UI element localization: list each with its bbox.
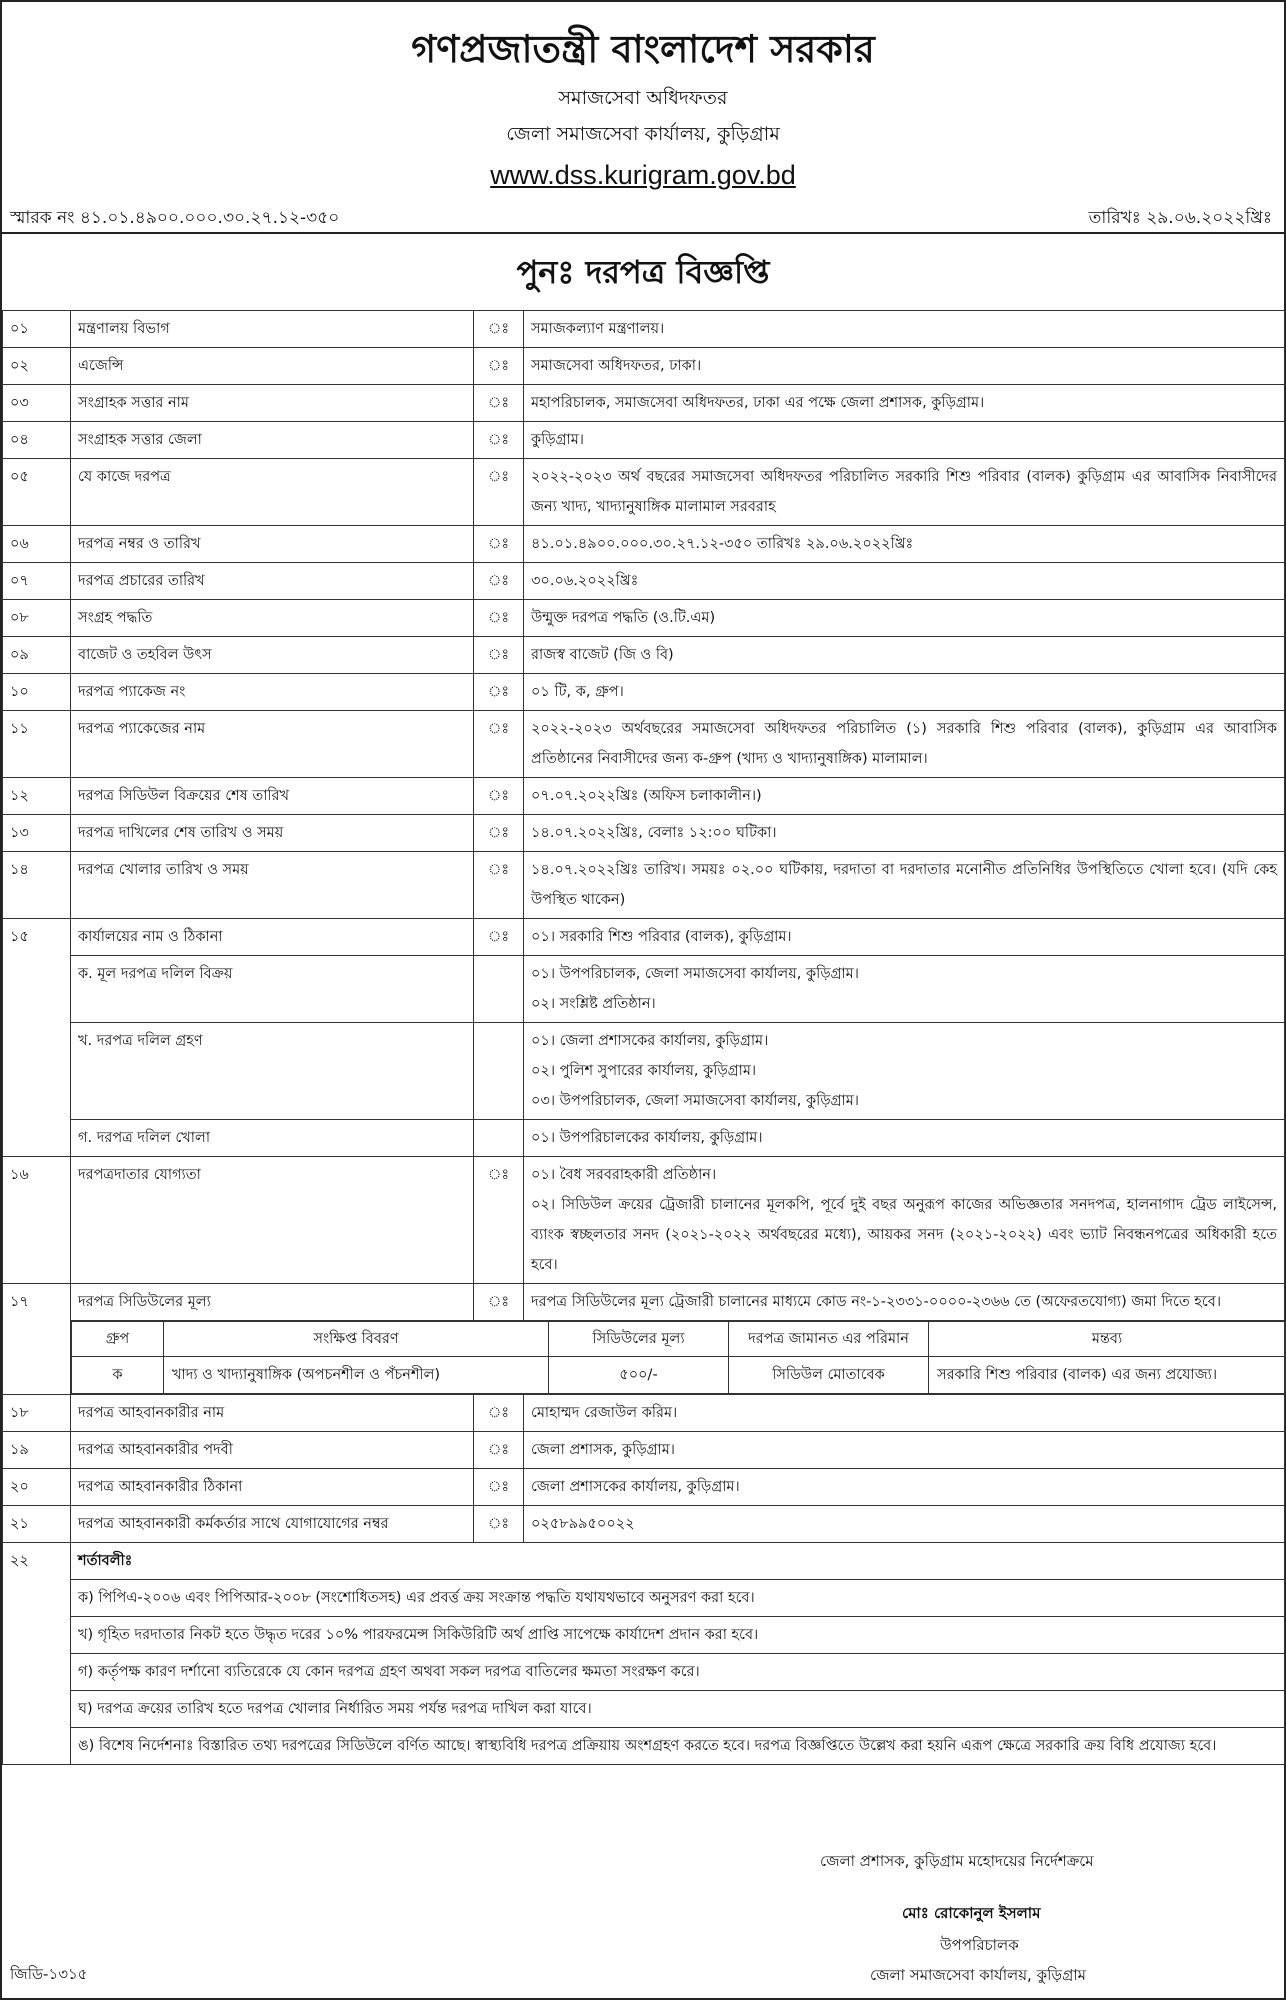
row-value: ০৭.০৭.২০২২খ্রিঃ (অফিস চলাকালীন।) <box>524 778 1285 815</box>
terms-row <box>3 1728 1285 1765</box>
row-value: সমাজকল্যাণ মন্ত্রণালয়। <box>524 311 1285 348</box>
term-item: ঘ) দরপত্র ক্রয়ের তারিখ হতে দরপত্র খোলার নির্ধারিত সময় পর্যন্ত দরপত্র দাখিল করা যাবে। <box>71 1691 1285 1728</box>
row-label: মন্ত্রণালয় বিভাগ <box>71 311 474 348</box>
row-number: ১৬ <box>3 1157 71 1284</box>
row-label: দরপত্র প্যাকেজ নং <box>71 674 474 711</box>
qualification-line: ০১। বৈধ সরবরাহকারী প্রতিষ্ঠান। <box>531 1167 717 1183</box>
row-label: কার্যালয়ের নাম ও ঠিকানা <box>71 919 474 956</box>
gd-number: জিডি-১৩১৫ <box>10 1965 88 1983</box>
term-item: ঙ) বিশেষ নির্দেশনাঃ বিস্তারিত তথ্য দরপত্রের সিডিউলে বর্ণিত আছে। স্বাস্থ্যবিধি দরপত্র প্রক্রিয়ায় অংশগ্রহণ করতে হবে। দরপত্র বিজ্ঞপ্তিতে উল্লেখ করা হয়নি এরূপ ক্ষেত্রে সরকারি ক্রয় বিধি প্রযোজ্য হবে। <box>71 1728 1285 1765</box>
table-row <box>3 711 1285 778</box>
row-label: দরপত্র আহবানকারীর নাম <box>71 1395 474 1432</box>
row-value: মহাপরিচালক, সমাজসেবা অধিদফতর, ঢাকা এর পক্ষে জেলা প্রশাসক, কুড়িগ্রাম। <box>524 385 1285 422</box>
schedule-cell: সিডিউল মোতাবেক <box>729 1357 929 1394</box>
row-number: ২১ <box>3 1506 71 1543</box>
term-item: খ) গৃহিত দরদাতার নিকট হতে উদ্ধৃত দরের ১০% পারফরমেন্স সিকিউরিটি অর্থ প্রাপ্তি সাপেক্ষে কার্যাদেশ প্রদান করা হবে। <box>71 1617 1285 1654</box>
schedule-cell: সরকারি শিশু পরিবার (বালক) এর জন্য প্রযোজ্য। <box>929 1357 1286 1394</box>
row-colon: ঃ <box>474 815 524 852</box>
row-label: দরপত্র সিডিউল বিক্রয়ের শেষ তারিখ <box>71 778 474 815</box>
divider <box>2 232 1284 234</box>
row-number: ০৭ <box>3 563 71 600</box>
subrow-line: ০১। জেলা প্রশাসকের কার্যালয়, কুড়িগ্রাম। <box>531 1033 769 1049</box>
government-title: গণপ্রজাতন্ত্রী বাংলাদেশ সরকার <box>411 27 875 71</box>
qualification-line: ০২। সিডিউল ক্রয়ের ট্রেজারী চালানের মূলকপি, পূর্বে দুই বছর অনুরূপ কাজের অভিজ্ঞতার সনদপত্র, হালনাগাদ ট্রেড লাইসেন্স, ব্যাংক স্বচ্ছলতার সনদ (২০২১-২০২২ অর্থবছরের মধ্যে), আয়কর সনদ (২০২১-২০২২) এবং ভ্যাট নিবন্ধনপত্রের অধিকারী হতে হবে। <box>531 1197 1277 1273</box>
website-text[interactable]: www.dss.kurigram.gov.bd <box>490 160 796 190</box>
table-row <box>3 1284 1285 1321</box>
table-row <box>3 1157 1285 1284</box>
memo-date: তারিখঃ ২৯.০৬.২০২২খ্রিঃ <box>1088 208 1272 228</box>
row-value: ১৪.০৭.২০২২খ্রিঃ তারিখ। সময়ঃ ০২.০০ ঘটিকায়, দরদাতা বা দরদাতার মনোনীত প্রতিনিধির উপস্থিতিতে খোলা হবে। (যদি কেহ উপস্থিত থাকেন) <box>524 852 1285 919</box>
row-colon: ঃ <box>474 526 524 563</box>
row-label: বাজেট ও তহবিল উৎস <box>71 637 474 674</box>
row-value: ৩০.০৬.২০২২খ্রিঃ <box>524 563 1285 600</box>
row-number: ০২ <box>3 348 71 385</box>
row-label: দরপত্র খোলার তারিখ ও সময় <box>71 852 474 919</box>
table-row <box>3 919 1285 956</box>
row-value: ০১। সরকারি শিশু পরিবার (বালক), কুড়িগ্রাম। <box>524 919 1285 956</box>
row-value: ২০২২-২০২৩ অর্থ বছরের সমাজসেবা অধিদফতর পরিচালিত সরকারি শিশু পরিবার (বালক) কুড়িগ্রাম এর আবাসিক নিবাসীদের জন্য খাদ্য, খাদ্যানুষাঙ্গিক মালামাল সরবরাহ <box>524 459 1285 526</box>
row-value: দরপত্র সিডিউলের মূল্য ট্রেজারী চালানের মাধ্যমে কোড নং-১-২৩৩১-০০০০-২৩৬৬ তে (অফেরতযোগ্য) জমা দিতে হবে। <box>524 1284 1285 1321</box>
website-link[interactable] <box>2 160 1284 191</box>
schedule-data-row <box>72 1357 1286 1394</box>
row-number: ১১ <box>3 711 71 778</box>
department-name: সমাজসেবা অধিদফতর <box>558 87 728 109</box>
row-colon: ঃ <box>474 674 524 711</box>
subrow-label: গ. দরপত্র দলিল খোলা <box>71 1120 474 1157</box>
row-label: এজেন্সি <box>71 348 474 385</box>
subrow-values <box>524 1120 1285 1157</box>
table-row <box>3 1543 1285 1580</box>
row-colon: ঃ <box>474 600 524 637</box>
subrow-line: ০২। পুলিশ সুপারের কার্যালয়, কুড়িগ্রাম। <box>531 1063 757 1079</box>
row-number: ০১ <box>3 311 71 348</box>
subrow-line: ০৩। উপপরিচালক, জেলা সমাজসেবা কার্যালয়, কুড়িগ্রাম। <box>531 1093 859 1109</box>
signer-name: মোঃ রোকোনুল ইসলাম <box>902 1904 1041 1922</box>
schedule-row <box>3 1321 1285 1395</box>
row-value: কুড়িগ্রাম। <box>524 422 1285 459</box>
row-label: সংগ্রাহক সত্তার জেলা <box>71 422 474 459</box>
table-subrow <box>3 1023 1285 1120</box>
row-number: ১৮ <box>3 1395 71 1432</box>
row-colon: ঃ <box>474 852 524 919</box>
table-row <box>3 1469 1285 1506</box>
row-number: ১৪ <box>3 852 71 919</box>
row-colon: ঃ <box>474 311 524 348</box>
row-value: রাজস্ব বাজেট (জি ও বি) <box>524 637 1285 674</box>
row-label: দরপত্র আহবানকারী কর্মকর্তার সাথে যোগাযোগের নম্বর <box>71 1506 474 1543</box>
row-value: ০২৫৮৯৯৫০০২২ <box>524 1506 1285 1543</box>
row-label: সংগ্রাহক সত্তার নাম <box>71 385 474 422</box>
table-row <box>3 459 1285 526</box>
office-name: জেলা সমাজসেবা কার্যালয়, কুড়িগ্রাম <box>506 123 780 145</box>
table-row <box>3 815 1285 852</box>
table-subrow <box>3 1120 1285 1157</box>
row-label: দরপত্র দাখিলের শেষ তারিখ ও সময় <box>71 815 474 852</box>
row-value: ২০২২-২০২৩ অর্থবছরের সমাজসেবা অধিদফতর পরিচালিত (১) সরকারি শিশু পরিবার (বালক), কুড়িগ্রাম এর আবাসিক প্রতিষ্ঠানের নিবাসীদের জন্য ক-গ্রুপ (খাদ্য ও খাদ্যানুষাঙ্গিক) মালামাল। <box>524 711 1285 778</box>
terms-row <box>3 1617 1285 1654</box>
terms-row <box>3 1580 1285 1617</box>
table-row <box>3 852 1285 919</box>
row-label: দরপত্রদাতার যোগ্যতা <box>71 1157 474 1284</box>
subrow-values <box>524 1023 1285 1120</box>
subrow-line: ০১। উপপরিচালকের কার্যালয়, কুড়িগ্রাম। <box>531 1130 763 1146</box>
row-value: জেলা প্রশাসক, কুড়িগ্রাম। <box>524 1432 1285 1469</box>
table-row <box>3 600 1285 637</box>
table-row <box>3 311 1285 348</box>
schedule-header-row <box>72 1322 1286 1357</box>
row-value: ৪১.০১.৪৯০০.০০০.৩০.২৭.১২-৩৫০ তারিখঃ ২৯.০৬.২০২২খ্রিঃ <box>524 526 1285 563</box>
signer-office: জেলা সমাজসেবা কার্যালয়, কুড়িগ্রাম <box>870 1966 1087 1984</box>
row-value <box>524 1157 1285 1284</box>
schedule-table <box>71 1321 1286 1394</box>
memo-number: স্মারক নং ৪১.০১.৪৯০০.০০০.৩০.২৭.১২-৩৫০ <box>10 208 340 228</box>
row-number: ১৩ <box>3 815 71 852</box>
row-number: ০৩ <box>3 385 71 422</box>
table-row <box>3 422 1285 459</box>
table-row <box>3 1506 1285 1543</box>
row-colon: ঃ <box>474 637 524 674</box>
table-row <box>3 526 1285 563</box>
row-colon: ঃ <box>474 1395 524 1432</box>
row-number: ০৯ <box>3 637 71 674</box>
directive-text: জেলা প্রশাসক, কুড়িগ্রাম মহোদয়ের নির্দেশক্রমে <box>820 1852 1094 1870</box>
row-number: ২২ <box>3 1543 71 1765</box>
row-colon-empty <box>474 1023 524 1120</box>
row-number: ০৬ <box>3 526 71 563</box>
schedule-header: সিডিউলের মূল্য <box>549 1322 729 1357</box>
row-value: ১৪.০৭.২০২২খ্রিঃ, বেলাঃ ১২:০০ ঘটিকা। <box>524 815 1285 852</box>
signer-title: উপপরিচালক <box>940 1936 1019 1954</box>
subrow-label: ক. মূল দরপত্র দলিল বিক্রয় <box>71 956 474 1023</box>
row-colon: ঃ <box>474 1506 524 1543</box>
row-number: ০৮ <box>3 600 71 637</box>
schedule-cell: ৫০০/- <box>549 1357 729 1394</box>
subrow-line: ০১। উপপরিচালক, জেলা সমাজসেবা কার্যালয়, কুড়িগ্রাম। <box>531 966 859 982</box>
row-value: ০১ টি, ক, গ্রুপ। <box>524 674 1285 711</box>
row-colon: ঃ <box>474 1157 524 1284</box>
row-colon: ঃ <box>474 422 524 459</box>
row-value: জেলা প্রশাসকের কার্যালয়, কুড়িগ্রাম। <box>524 1469 1285 1506</box>
table-row <box>3 1432 1285 1469</box>
row-colon: ঃ <box>474 711 524 778</box>
schedule-holder <box>71 1321 1285 1395</box>
subrow-line: ০২। সংশ্লিষ্ট প্রতিষ্ঠান। <box>531 996 656 1012</box>
row-number: ২০ <box>3 1469 71 1506</box>
row-value: উন্মুক্ত দরপত্র পদ্ধতি (ও.টি.এম) <box>524 600 1285 637</box>
row-number: ১২ <box>3 778 71 815</box>
schedule-cell: খাদ্য ও খাদ্যানুষাঙ্গিক (অপচনশীল ও পঁচনশীল) <box>164 1357 549 1394</box>
row-label: দরপত্র প্যাকেজের নাম <box>71 711 474 778</box>
row-value: মোহাম্মদ রেজাউল করিম। <box>524 1395 1285 1432</box>
table-row <box>3 563 1285 600</box>
schedule-header: সংক্ষিপ্ত বিবরণ <box>164 1322 549 1357</box>
row-label: দরপত্র নম্বর ও তারিখ <box>71 526 474 563</box>
row-colon: ঃ <box>474 385 524 422</box>
row-number: ১৯ <box>3 1432 71 1469</box>
table-row <box>3 385 1285 422</box>
row-colon: ঃ <box>474 778 524 815</box>
row-number: ০৫ <box>3 459 71 526</box>
table-row <box>3 348 1285 385</box>
row-label: যে কাজে দরপত্র <box>71 459 474 526</box>
row-value: সমাজসেবা অধিদফতর, ঢাকা। <box>524 348 1285 385</box>
row-number: ১৫ <box>3 919 71 1157</box>
row-label: দরপত্র আহবানকারীর ঠিকানা <box>71 1469 474 1506</box>
table-subrow <box>3 956 1285 1023</box>
term-item: গ) কর্তৃপক্ষ কারণ দর্শানো ব্যতিরেকে যে কোন দরপত্র গ্রহণ অথবা সকল দরপত্র বাতিলের ক্ষমতা সংরক্ষণ করে। <box>71 1654 1285 1691</box>
row-colon: ঃ <box>474 348 524 385</box>
row-number: ১০ <box>3 674 71 711</box>
schedule-header: গ্রুপ <box>72 1322 164 1357</box>
row-colon: ঃ <box>474 563 524 600</box>
table-row <box>3 1395 1285 1432</box>
terms-title: শর্তাবলীঃ <box>71 1543 1285 1580</box>
schedule-header: দরপত্র জামানত এর পরিমান <box>729 1322 929 1357</box>
row-colon-empty <box>474 1120 524 1157</box>
schedule-cell: ক <box>72 1357 164 1394</box>
terms-row <box>3 1691 1285 1728</box>
row-colon: ঃ <box>474 1432 524 1469</box>
row-label: দরপত্র প্রচারের তারিখ <box>71 563 474 600</box>
row-colon: ঃ <box>474 919 524 956</box>
subrow-label: খ. দরপত্র দলিল গ্রহণ <box>71 1023 474 1120</box>
notice-title: পুনঃ দরপত্র বিজ্ঞপ্তি <box>516 253 770 291</box>
subrow-values <box>524 956 1285 1023</box>
row-number: ১৭ <box>3 1284 71 1395</box>
row-colon: ঃ <box>474 1284 524 1321</box>
row-label: দরপত্র সিডিউলের মূল্য <box>71 1284 474 1321</box>
row-colon-empty <box>474 956 524 1023</box>
schedule-header: মন্তব্য <box>929 1322 1286 1357</box>
row-number: ০৪ <box>3 422 71 459</box>
table-row <box>3 637 1285 674</box>
row-label: সংগ্রহ পদ্ধতি <box>71 600 474 637</box>
table-row <box>3 674 1285 711</box>
terms-row <box>3 1654 1285 1691</box>
row-colon: ঃ <box>474 459 524 526</box>
tender-table <box>2 310 1285 1765</box>
row-colon: ঃ <box>474 1469 524 1506</box>
term-item: ক) পিপিএ-২০০৬ এবং পিপিআর-২০০৮ (সংশোধিতসহ) এর প্রবর্ত্ত ক্রয় সংক্রান্ত পদ্ধতি যথাযথভাবে অনুসরণ করা হবে। <box>71 1580 1285 1617</box>
row-label: দরপত্র আহবানকারীর পদবী <box>71 1432 474 1469</box>
table-row <box>3 778 1285 815</box>
